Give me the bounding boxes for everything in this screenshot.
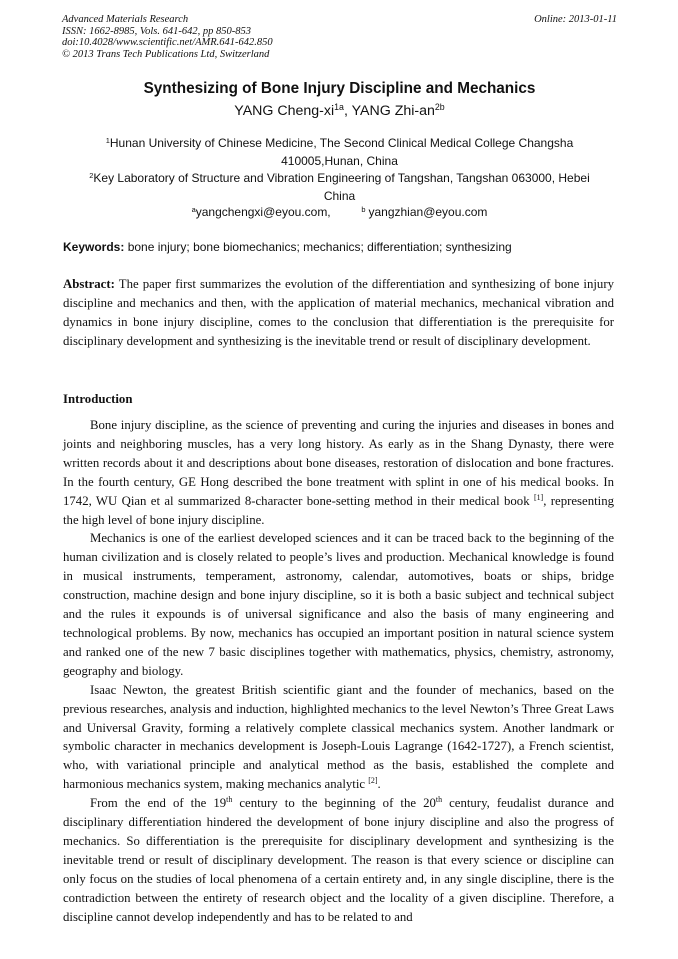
abstract-text: The paper first summarizes the evolution of the differentiation and synthesizing of bone injury discipline and mechanics and then, with the application of material mechanics, mechanical vibration and dynamics in bone injury discipline, comes to the conclusion that differentiation is the prerequisite for disciplinary development and synthesizing is the inevitable trend or result of disciplinary development. — [63, 277, 614, 348]
citation-1: [1] — [533, 492, 544, 502]
affiliation-2-line2: China — [323, 189, 356, 203]
introduction-body — [63, 416, 614, 926]
author-separator: , — [343, 103, 352, 119]
intro-p4-text-a: From the end of the 19 — [90, 796, 227, 811]
introduction-heading: Introduction — [63, 392, 133, 406]
author-2-superscript: 2b — [434, 101, 445, 112]
journal-header — [62, 14, 617, 60]
intro-paragraph-2: Mechanics is one of the earliest developed sciences and it can be traced back to the beginning of the human civilization and is closely related to people’s lives and production. Mechanical knowledge is found in musical instruments, temperament, astronomy, calendar, automotives, boats or ships, bridge construction, machine design and bone injury discipline, so it is both a basic subject and technical subject and the rules it expounds is of universal significance and also the basis of many engineering and technological problems. By now, mechanics has occupied an important position in natural science system and ranked one of the new 7 basic disciplines together with mathematics, physics, chemistry, astronomy, geography and biology. — [63, 531, 614, 678]
email-b[interactable]: yangzhian@eyou.com — [368, 205, 488, 219]
intro-paragraph-1 — [63, 416, 614, 529]
affiliation-2-text: Key Laboratory of Structure and Vibration Engineering of Tangshan, Tangshan 063000, Hebei — [93, 171, 590, 185]
ordinal-suffix-2: th — [435, 795, 443, 805]
keywords-line — [63, 240, 618, 254]
author-1-name: YANG Cheng-xi — [234, 103, 335, 119]
email-b-mark: b — [361, 204, 366, 214]
intro-paragraph-3 — [63, 681, 614, 794]
intro-p1-text-end: , representing the high level of bone injury discipline. — [63, 493, 614, 527]
citation-2: [2] — [368, 776, 378, 786]
online-date: Online: 2013-01-11 — [534, 14, 617, 25]
author-line — [62, 103, 617, 119]
doi-line: doi:10.4028/www.scientific.net/AMR.641-642.850 — [62, 37, 273, 48]
email-a-mark: a — [191, 204, 196, 214]
author-1-superscript: 1a — [334, 101, 344, 112]
affiliation-2 — [62, 169, 617, 205]
intro-p4-text-b: century to the beginning of the 20 — [232, 796, 436, 811]
intro-p3-text: Isaac Newton, the greatest British scientific giant and the founder of mechanics, based on the previous researches, analysis and induction, highlighted mechanics to the level Newton’s Three Great Laws and Universal Gravity, forming a relatively complete classical mechanics system. Another landmark or symbolic character in mechanics development is Joseph-Louis Lagrange (1642-1727), a French scientist, who, with variational principle and analytical method as the basis, established the complete and harmonious mechanics system, making mechanics analytic — [63, 682, 614, 792]
affiliation-2-mark: 2 — [89, 170, 94, 180]
copyright-line: © 2013 Trans Tech Publications Ltd, Switzerland — [62, 48, 270, 60]
intro-p4-text-c: century, feudalist durance and disciplinary differentiation hindered the development of bone injury discipline and also the progress of mechanics. So differentiation is the prerequisite for disciplinary development and synthesizing is the inevitable trend or result of disciplinary development. The reason is that every science or discipline can only focus on the studies of local phenomena of a certain entirety and, in any single discipline, there is the contradiction between the entirety of research object and the locality of a given discipline. Therefore, a discipline cannot develop independently and has to be related to and — [63, 796, 614, 924]
email-a[interactable]: yangchengxi@eyou.com, — [195, 205, 331, 219]
author-2-name: YANG Zhi-an — [351, 103, 435, 119]
keywords-text: bone injury; bone biomechanics; mechanics; differentiation; synthesizing — [124, 240, 512, 254]
affiliation-1-line2: 410005,Hunan, China — [281, 154, 398, 168]
journal-name: Advanced Materials Research — [62, 14, 189, 25]
intro-paragraph-4 — [63, 794, 614, 926]
intro-p1-text: Bone injury discipline, as the science of preventing and curing the injuries and diseases in bones and joints and neighboring muscles, has a very long history. As early as in the Shang Dynasty, there were written records about it and descriptions about bone diseases, restoration of dislocation and bone fractures. In the fourth century, GE Hong described the bone treatment with splint in one of his medical books. In 1742, WU Qian et al summarized 8-character bone-setting method in their medical book — [63, 418, 614, 508]
abstract-block — [63, 275, 614, 351]
email-line — [62, 205, 617, 219]
ordinal-suffix-1: th — [226, 795, 233, 805]
affiliation-1-mark: 1 — [105, 135, 110, 145]
issn-line: ISSN: 1662-8985, Vols. 641-642, pp 850-853 — [62, 25, 251, 37]
paper-title: Synthesizing of Bone Injury Discipline and Mechanics — [143, 80, 536, 97]
affiliation-1 — [62, 134, 617, 170]
affiliation-1-text: Hunan University of Chinese Medicine, The Second Clinical Medical College Changsha — [109, 136, 574, 150]
keywords-label: Keywords: — [63, 240, 125, 254]
abstract-label: Abstract: — [63, 277, 115, 291]
intro-p3-text-end: . — [377, 777, 381, 792]
